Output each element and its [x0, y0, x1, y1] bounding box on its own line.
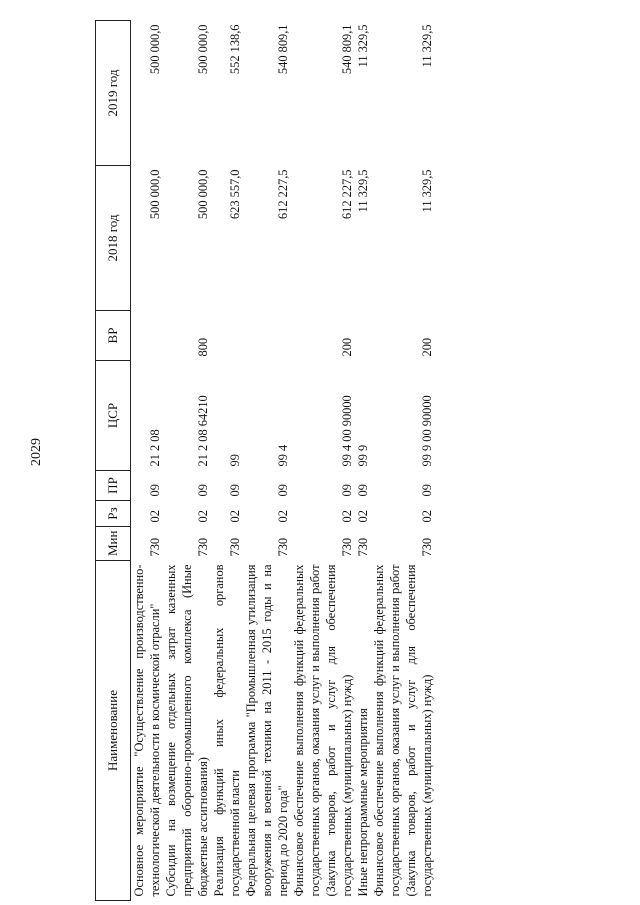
row-rz: 02: [228, 510, 242, 523]
header-pr: ПР: [96, 471, 131, 501]
table-row: [355, 21, 371, 901]
row-2018: 623 557,0: [228, 169, 242, 220]
row-name: Финансовое обеспечение выполнения функций федеральных государственных органов, оказания услуг и выполнения работ (Закупка товаров, работ и услуг для обеспечения государственных (муниципальных) нужд): [292, 564, 354, 897]
row-csr: 99: [228, 454, 242, 467]
table-header-row: [96, 21, 131, 901]
row-name: Субсидии на возмещение отдельных затрат казенных предприятий оборонно-промышленного комплекса (Иные бюджетные ассигнования): [164, 564, 210, 897]
row-pr: 09: [228, 484, 242, 497]
row-csr: 99 9 00 90000: [420, 395, 434, 467]
table-row: [243, 21, 291, 901]
row-name: Федеральная целевая программа "Промышленная утилизация вооружения и военной техники на 2011 - 2015 годы и на период до 2020 года": [244, 564, 290, 897]
row-2019: 11 329,5: [420, 24, 434, 68]
row-rz: 02: [420, 510, 434, 523]
row-vr: 200: [340, 337, 354, 357]
row-csr: 21 2 08: [148, 429, 162, 467]
row-vr: 800: [196, 337, 210, 357]
row-rz: 02: [340, 510, 354, 523]
row-2018: 500 000,0: [196, 169, 210, 220]
header-min: Мин: [96, 527, 131, 561]
row-min: 730: [276, 537, 290, 557]
row-pr: 09: [356, 484, 370, 497]
row-name: Финансовое обеспечение выполнения функций федеральных государственных органов, оказания услуг и выполнения работ (Закупка товаров, работ и услуг для обеспечения государственных (муниципальных) нужд): [372, 564, 434, 897]
header-2018: 2018 год: [96, 166, 131, 311]
row-pr: 09: [276, 484, 290, 497]
row-vr: [131, 311, 164, 361]
budget-table: [95, 20, 435, 901]
row-rz: 02: [276, 510, 290, 523]
row-2019: 540 809,1: [276, 24, 290, 75]
table-row: [211, 21, 243, 901]
row-min: 730: [228, 537, 242, 557]
row-pr: 09: [148, 484, 162, 497]
row-2018: 11 329,5: [356, 169, 370, 213]
rotated-page-content: [95, 5, 595, 901]
row-name: Реализация функций иных федеральных органов государственной власти: [212, 564, 242, 897]
header-vr: ВР: [96, 311, 131, 361]
row-vr: [211, 311, 243, 361]
row-2018: 612 227,5: [340, 169, 354, 220]
row-vr: [355, 311, 371, 361]
row-min: 730: [356, 537, 370, 557]
row-min: 730: [148, 537, 162, 557]
row-csr: 99 9: [356, 444, 370, 467]
row-csr: 99 4: [276, 444, 290, 467]
header-2019: 2019 год: [96, 21, 131, 166]
row-rz: 02: [356, 510, 370, 523]
header-rz: Рз: [96, 501, 131, 527]
table-row: [131, 21, 164, 901]
row-rz: 02: [148, 510, 162, 523]
row-2018: 500 000,0: [148, 169, 162, 220]
row-min: 730: [420, 537, 434, 557]
row-2018: 11 329,5: [420, 169, 434, 213]
page-number: 2029: [29, 438, 44, 466]
table-row: [371, 21, 435, 901]
row-pr: 09: [196, 484, 210, 497]
row-min: 730: [340, 537, 354, 557]
row-2019: 540 809,1: [340, 24, 354, 75]
row-vr: 200: [420, 337, 434, 357]
row-2019: 11 329,5: [356, 24, 370, 68]
row-pr: 09: [340, 484, 354, 497]
row-vr: [243, 311, 291, 361]
row-2018: 612 227,5: [276, 169, 290, 220]
row-csr: 99 4 00 90000: [340, 395, 354, 467]
row-min: 730: [196, 537, 210, 557]
header-name: Наименование: [96, 561, 131, 901]
row-2019: 552 138,6: [228, 24, 242, 75]
header-csr: ЦСР: [96, 361, 131, 471]
row-name: Иные непрограммные мероприятия: [356, 708, 370, 897]
row-2019: 500 000,0: [148, 24, 162, 75]
table-row: [291, 21, 355, 901]
row-2019: 500 000,0: [196, 24, 210, 75]
row-rz: 02: [196, 510, 210, 523]
row-pr: 09: [420, 484, 434, 497]
row-name: Основное мероприятие "Осуществление производственно-технологической деятельности в космической отрасли": [132, 564, 162, 897]
table-row: [163, 21, 211, 901]
row-csr: 21 2 08 64210: [196, 395, 210, 467]
